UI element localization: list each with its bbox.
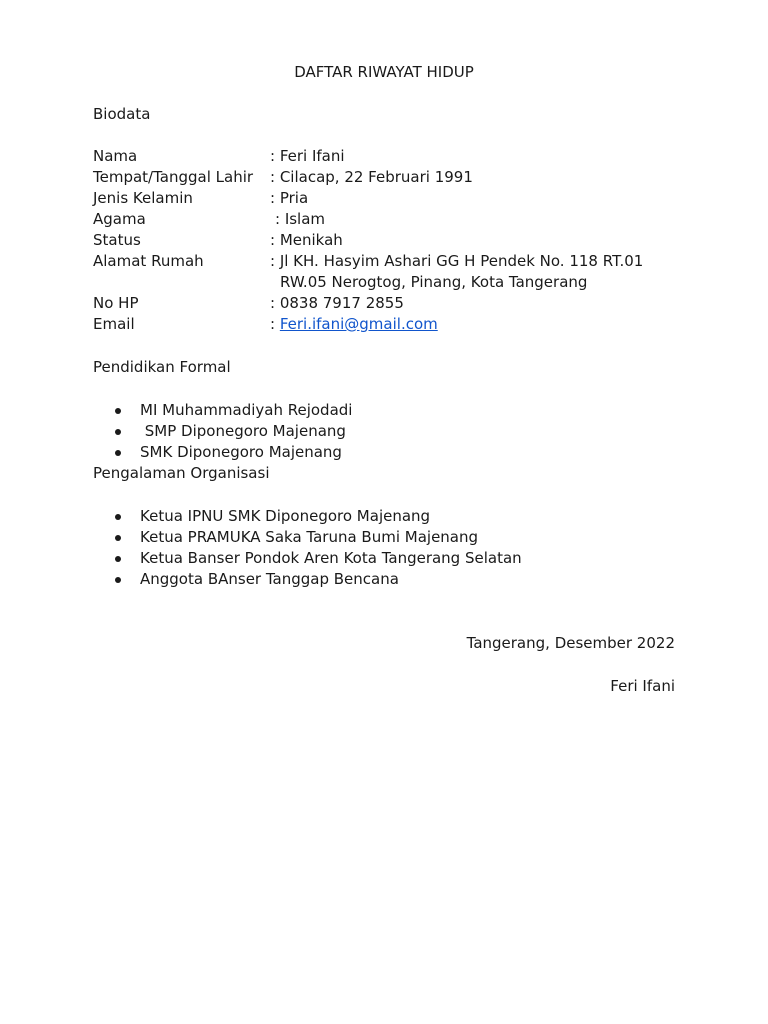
bullet-icon <box>115 429 121 435</box>
biodata-value: : 0838 7917 2855 <box>270 294 404 312</box>
bullet-icon <box>115 514 121 520</box>
bullet-icon <box>115 408 121 414</box>
bullet-icon <box>115 577 121 583</box>
list-item <box>0 548 768 569</box>
education-item-text: SMK Diponegoro Majenang <box>140 443 342 461</box>
bullet-icon <box>115 450 121 456</box>
biodata-value: : Cilacap, 22 Februari 1991 <box>270 168 473 186</box>
biodata-value <box>270 251 643 293</box>
bullet-icon <box>115 535 121 541</box>
list-item <box>0 400 768 421</box>
organization-list <box>0 506 768 590</box>
bullet-icon <box>115 556 121 562</box>
list-item <box>0 506 768 527</box>
list-item <box>0 527 768 548</box>
list-item <box>0 569 768 590</box>
organization-item-text: Anggota BAnser Tanggap Bencana <box>140 570 399 588</box>
biodata-label: Alamat Rumah <box>93 252 204 270</box>
organization-item-text: Ketua Banser Pondok Aren Kota Tangerang Selatan <box>140 549 522 567</box>
signature-name: Feri Ifani <box>610 677 675 695</box>
email-prefix: : <box>270 315 280 333</box>
biodata-label: Jenis Kelamin <box>93 189 193 207</box>
education-list <box>0 400 768 463</box>
education-heading: Pendidikan Formal <box>93 358 231 376</box>
biodata-value: : Feri Ifani <box>270 147 345 165</box>
document-title: DAFTAR RIWAYAT HIDUP <box>294 63 474 81</box>
biodata-label: Email <box>93 315 135 333</box>
place-date: Tangerang, Desember 2022 <box>466 634 675 652</box>
biodata-value: : Pria <box>270 189 309 207</box>
organization-item-text: Ketua IPNU SMK Diponegoro Majenang <box>140 507 431 525</box>
education-item-text: MI Muhammadiyah Rejodadi <box>140 401 353 419</box>
biodata-heading: Biodata <box>93 105 151 123</box>
biodata-label: No HP <box>93 294 139 312</box>
organization-item-text: Ketua PRAMUKA Saka Taruna Bumi Majenang <box>140 528 479 546</box>
list-item <box>0 442 768 463</box>
biodata-label: Status <box>93 231 141 249</box>
biodata-value: : Islam <box>275 210 326 228</box>
list-item <box>0 421 768 442</box>
biodata-label: Nama <box>93 147 138 165</box>
education-item-text: SMP Diponegoro Majenang <box>140 422 346 440</box>
email-link[interactable]: Feri.ifani@gmail.com <box>279 315 438 333</box>
biodata-label: Tempat/Tanggal Lahir <box>93 168 254 186</box>
biodata-value: : Menikah <box>270 231 343 249</box>
organization-heading: Pengalaman Organisasi <box>93 464 270 482</box>
address-line-2: RW.05 Nerogtog, Pinang, Kota Tangerang <box>280 273 588 291</box>
address-line-1: : Jl KH. Hasyim Ashari GG H Pendek No. 118 RT.01 <box>270 252 644 270</box>
biodata-label: Agama <box>93 210 146 228</box>
biodata-value <box>270 314 438 335</box>
